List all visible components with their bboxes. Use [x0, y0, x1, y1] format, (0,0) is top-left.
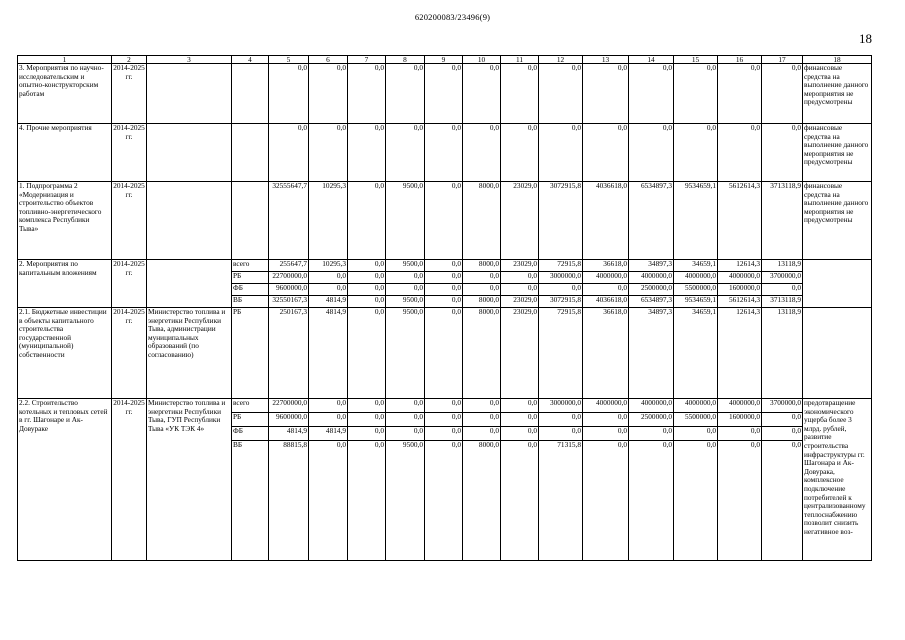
activity-name: 2.1. Бюджетные инвестиции в объекты капитального строительства государственной (муниципальной) собственности: [18, 308, 112, 399]
note-cell: финансовые средства на выполнение данного мероприятия не предусмотрены: [803, 124, 872, 182]
value-cell: 4036618,0: [583, 182, 629, 260]
value-cell: 22700000,0: [269, 272, 309, 284]
value-cell: 9500,0: [386, 441, 425, 561]
note-cell: финансовые средства на выполнение данного мероприятия не предусмотрены: [803, 64, 872, 124]
value-cell: 3072915,8: [539, 296, 583, 308]
value-cell: 0,0: [425, 413, 463, 427]
value-cell: 0,0: [762, 441, 803, 561]
value-cell: 5500000,0: [674, 413, 718, 427]
value-cell: 3700000,0: [762, 399, 803, 413]
column-number: 1: [18, 56, 112, 64]
funding-source: ВБ: [232, 441, 269, 561]
activity-name: 2. Мероприятия по капитальным вложениям: [18, 260, 112, 308]
value-cell: 72915,8: [539, 308, 583, 399]
column-number: 6: [309, 56, 348, 64]
value-cell: 8000,0: [463, 308, 501, 399]
source-cell: [232, 64, 269, 124]
executor-cell: [147, 182, 232, 260]
value-cell: 0,0: [386, 124, 425, 182]
executor-cell: [147, 64, 232, 124]
executor-cell: Министерство топлива и энергетики Республики Тыва, ГУП Республики Тыва «УК ТЭК 4»: [147, 399, 232, 561]
note-cell: финансовые средства на выполнение данного мероприятия не предусмотрены: [803, 182, 872, 260]
period-cell: 2014-2025 гг.: [112, 399, 147, 561]
value-cell: 0,0: [348, 441, 386, 561]
column-number: 8: [386, 56, 425, 64]
value-cell: 0,0: [583, 284, 629, 296]
column-number: 2: [112, 56, 147, 64]
value-cell: 0,0: [539, 284, 583, 296]
value-cell: 36618,0: [583, 308, 629, 399]
value-cell: 3000000,0: [539, 272, 583, 284]
value-cell: 34897,3: [629, 260, 674, 272]
value-cell: 4000000,0: [629, 399, 674, 413]
value-cell: 0,0: [348, 427, 386, 441]
value-cell: 0,0: [309, 64, 348, 124]
value-cell: 0,0: [386, 413, 425, 427]
value-cell: 0,0: [309, 399, 348, 413]
value-cell: 0,0: [629, 441, 674, 561]
source-cell: [232, 124, 269, 182]
funding-source: РБ: [232, 272, 269, 284]
column-number: 4: [232, 56, 269, 64]
period-cell: 2014-2025 гг.: [112, 64, 147, 124]
funding-source: всего: [232, 399, 269, 413]
value-cell: 0,0: [348, 124, 386, 182]
value-cell: 13118,9: [762, 260, 803, 272]
value-cell: 5500000,0: [674, 284, 718, 296]
value-cell: 0,0: [425, 284, 463, 296]
value-cell: 5612614,3: [718, 182, 762, 260]
period-cell: 2014-2025 гг.: [112, 308, 147, 399]
value-cell: 0,0: [386, 399, 425, 413]
activity-name: 1. Подпрограмма 2 «Модернизация и строительство объектов топливно-энергетического комплекса Республики Тыва»: [18, 182, 112, 260]
value-cell: 3000000,0: [539, 399, 583, 413]
value-cell: 4814,9: [309, 308, 348, 399]
value-cell: 3072915,8: [539, 182, 583, 260]
value-cell: 0,0: [674, 441, 718, 561]
value-cell: 0,0: [762, 284, 803, 296]
table-row: [18, 182, 872, 260]
value-cell: 0,0: [386, 284, 425, 296]
value-cell: 12614,3: [718, 260, 762, 272]
value-cell: 8000,0: [463, 260, 501, 272]
value-cell: 0,0: [718, 124, 762, 182]
activity-name: 3. Мероприятия по научно-исследовательским и опытно-конструкторским работам: [18, 64, 112, 124]
value-cell: 88815,8: [269, 441, 309, 561]
program-table: [17, 55, 872, 561]
table-row: [18, 124, 872, 182]
value-cell: 0,0: [539, 427, 583, 441]
value-cell: 0,0: [762, 427, 803, 441]
column-number: 9: [425, 56, 463, 64]
value-cell: 4000000,0: [583, 272, 629, 284]
column-number: 11: [501, 56, 539, 64]
value-cell: 13118,9: [762, 308, 803, 399]
value-cell: 0,0: [348, 260, 386, 272]
value-cell: 5612614,3: [718, 296, 762, 308]
note-cell: [803, 308, 872, 399]
value-cell: 0,0: [348, 399, 386, 413]
value-cell: 250167,3: [269, 308, 309, 399]
value-cell: 0,0: [463, 124, 501, 182]
value-cell: 0,0: [425, 272, 463, 284]
value-cell: 4000000,0: [674, 272, 718, 284]
value-cell: 0,0: [309, 413, 348, 427]
value-cell: 0,0: [348, 413, 386, 427]
value-cell: 0,0: [463, 413, 501, 427]
period-cell: 2014-2025 гг.: [112, 124, 147, 182]
value-cell: 23029,0: [501, 260, 539, 272]
value-cell: 4814,9: [269, 427, 309, 441]
value-cell: 8000,0: [463, 296, 501, 308]
column-number: 17: [762, 56, 803, 64]
funding-source: ФБ: [232, 427, 269, 441]
page-number: 18: [859, 31, 872, 46]
value-cell: 9600000,0: [269, 413, 309, 427]
value-cell: 23029,0: [501, 296, 539, 308]
value-cell: 0,0: [348, 182, 386, 260]
column-number: 14: [629, 56, 674, 64]
value-cell: 22700000,0: [269, 399, 309, 413]
value-cell: 0,0: [501, 399, 539, 413]
value-cell: 0,0: [583, 441, 629, 561]
value-cell: 0,0: [463, 272, 501, 284]
column-number: 18: [803, 56, 872, 64]
value-cell: 0,0: [501, 284, 539, 296]
value-cell: 255647,7: [269, 260, 309, 272]
value-cell: 0,0: [386, 427, 425, 441]
document-id: 620200083/23496(9): [414, 12, 491, 22]
period-cell: 2014-2025 гг.: [112, 182, 147, 260]
value-cell: 4000000,0: [718, 272, 762, 284]
executor-cell: [147, 260, 232, 308]
funding-source: ФБ: [232, 284, 269, 296]
value-cell: 0,0: [269, 64, 309, 124]
value-cell: 0,0: [718, 427, 762, 441]
value-cell: 0,0: [539, 413, 583, 427]
value-cell: 4814,9: [309, 427, 348, 441]
value-cell: 0,0: [425, 308, 463, 399]
value-cell: 4036618,0: [583, 296, 629, 308]
value-cell: 4000000,0: [583, 399, 629, 413]
value-cell: 0,0: [501, 427, 539, 441]
value-cell: 0,0: [309, 272, 348, 284]
value-cell: 4000000,0: [718, 399, 762, 413]
source-cell: [232, 182, 269, 260]
value-cell: 0,0: [583, 124, 629, 182]
value-cell: 0,0: [425, 182, 463, 260]
value-cell: 23029,0: [501, 308, 539, 399]
value-cell: 0,0: [463, 399, 501, 413]
value-cell: 0,0: [583, 64, 629, 124]
value-cell: 0,0: [718, 441, 762, 561]
value-cell: 0,0: [762, 124, 803, 182]
table-row: [18, 260, 872, 272]
value-cell: 0,0: [629, 427, 674, 441]
value-cell: 0,0: [425, 260, 463, 272]
executor-cell: [147, 124, 232, 182]
funding-source: ВБ: [232, 296, 269, 308]
value-cell: 10295,3: [309, 182, 348, 260]
table-row: [18, 399, 872, 413]
value-cell: 0,0: [463, 64, 501, 124]
value-cell: 0,0: [425, 441, 463, 561]
value-cell: 9534659,1: [674, 182, 718, 260]
value-cell: 0,0: [309, 124, 348, 182]
value-cell: 3713118,9: [762, 182, 803, 260]
value-cell: 71315,8: [539, 441, 583, 561]
value-cell: 0,0: [501, 64, 539, 124]
value-cell: 0,0: [269, 124, 309, 182]
column-number-row: [18, 56, 872, 64]
executor-cell: Министерство топлива и энергетики Республики Тыва, администрации муниципальных образований (по согласованию): [147, 308, 232, 399]
value-cell: 0,0: [539, 64, 583, 124]
funding-source: РБ: [232, 413, 269, 427]
value-cell: 9500,0: [386, 296, 425, 308]
funding-source: всего: [232, 260, 269, 272]
value-cell: 0,0: [539, 124, 583, 182]
table-row: [18, 64, 872, 124]
column-number: 12: [539, 56, 583, 64]
funding-source: РБ: [232, 308, 269, 399]
activity-name: 4. Прочие мероприятия: [18, 124, 112, 182]
note-cell: предотвращение экономического ущерба более 3 млрд. рублей, развитие строительства инфраструктуры гг. Шагонара и Ак-Довурака, комплексное подключение потребителей к централизованному теплоснабжению позволит снизить негативное воз-: [803, 399, 872, 561]
value-cell: 0,0: [463, 427, 501, 441]
value-cell: 34659,1: [674, 308, 718, 399]
value-cell: 0,0: [348, 272, 386, 284]
value-cell: 0,0: [674, 124, 718, 182]
value-cell: 0,0: [425, 64, 463, 124]
value-cell: 0,0: [674, 64, 718, 124]
column-number: 3: [147, 56, 232, 64]
column-number: 5: [269, 56, 309, 64]
value-cell: 0,0: [309, 441, 348, 561]
table-row: [18, 308, 872, 399]
value-cell: 8000,0: [463, 441, 501, 561]
value-cell: 0,0: [629, 124, 674, 182]
value-cell: 0,0: [348, 296, 386, 308]
value-cell: 9534659,1: [674, 296, 718, 308]
note-cell: [803, 260, 872, 308]
value-cell: 0,0: [583, 413, 629, 427]
value-cell: 2500000,0: [629, 413, 674, 427]
value-cell: 0,0: [425, 427, 463, 441]
value-cell: 3713118,9: [762, 296, 803, 308]
value-cell: 0,0: [348, 64, 386, 124]
value-cell: 0,0: [674, 427, 718, 441]
value-cell: 0,0: [718, 64, 762, 124]
value-cell: 0,0: [463, 284, 501, 296]
value-cell: 0,0: [501, 413, 539, 427]
value-cell: 8000,0: [463, 182, 501, 260]
value-cell: 9600000,0: [269, 284, 309, 296]
value-cell: 12614,3: [718, 308, 762, 399]
value-cell: 1600000,0: [718, 413, 762, 427]
value-cell: 1600000,0: [718, 284, 762, 296]
value-cell: 10295,3: [309, 260, 348, 272]
column-number: 15: [674, 56, 718, 64]
value-cell: 4000000,0: [629, 272, 674, 284]
value-cell: 3700000,0: [762, 272, 803, 284]
column-number: 10: [463, 56, 501, 64]
value-cell: 32555647,7: [269, 182, 309, 260]
period-cell: 2014-2025 гг.: [112, 260, 147, 308]
value-cell: 0,0: [348, 284, 386, 296]
value-cell: 9500,0: [386, 308, 425, 399]
column-number: 13: [583, 56, 629, 64]
activity-name: 2.2. Строительство котельных и тепловых сетей в гг. Шагонаре и Ак-Довураке: [18, 399, 112, 561]
value-cell: 0,0: [629, 64, 674, 124]
value-cell: 0,0: [348, 308, 386, 399]
value-cell: 23029,0: [501, 182, 539, 260]
column-number: 7: [348, 56, 386, 64]
value-cell: 6534897,3: [629, 296, 674, 308]
value-cell: 0,0: [386, 272, 425, 284]
value-cell: 0,0: [309, 284, 348, 296]
value-cell: 6534897,3: [629, 182, 674, 260]
value-cell: 34659,1: [674, 260, 718, 272]
value-cell: 0,0: [762, 64, 803, 124]
value-cell: 0,0: [425, 296, 463, 308]
value-cell: 0,0: [501, 441, 539, 561]
value-cell: 0,0: [583, 427, 629, 441]
value-cell: 36618,0: [583, 260, 629, 272]
value-cell: 0,0: [762, 413, 803, 427]
value-cell: 9500,0: [386, 260, 425, 272]
value-cell: 9500,0: [386, 182, 425, 260]
value-cell: 2500000,0: [629, 284, 674, 296]
value-cell: 32550167,3: [269, 296, 309, 308]
value-cell: 72915,8: [539, 260, 583, 272]
value-cell: 0,0: [501, 124, 539, 182]
value-cell: 4814,9: [309, 296, 348, 308]
value-cell: 0,0: [386, 64, 425, 124]
value-cell: 4000000,0: [674, 399, 718, 413]
value-cell: 0,0: [425, 124, 463, 182]
column-number: 16: [718, 56, 762, 64]
value-cell: 34897,3: [629, 308, 674, 399]
value-cell: 0,0: [501, 272, 539, 284]
value-cell: 0,0: [425, 399, 463, 413]
